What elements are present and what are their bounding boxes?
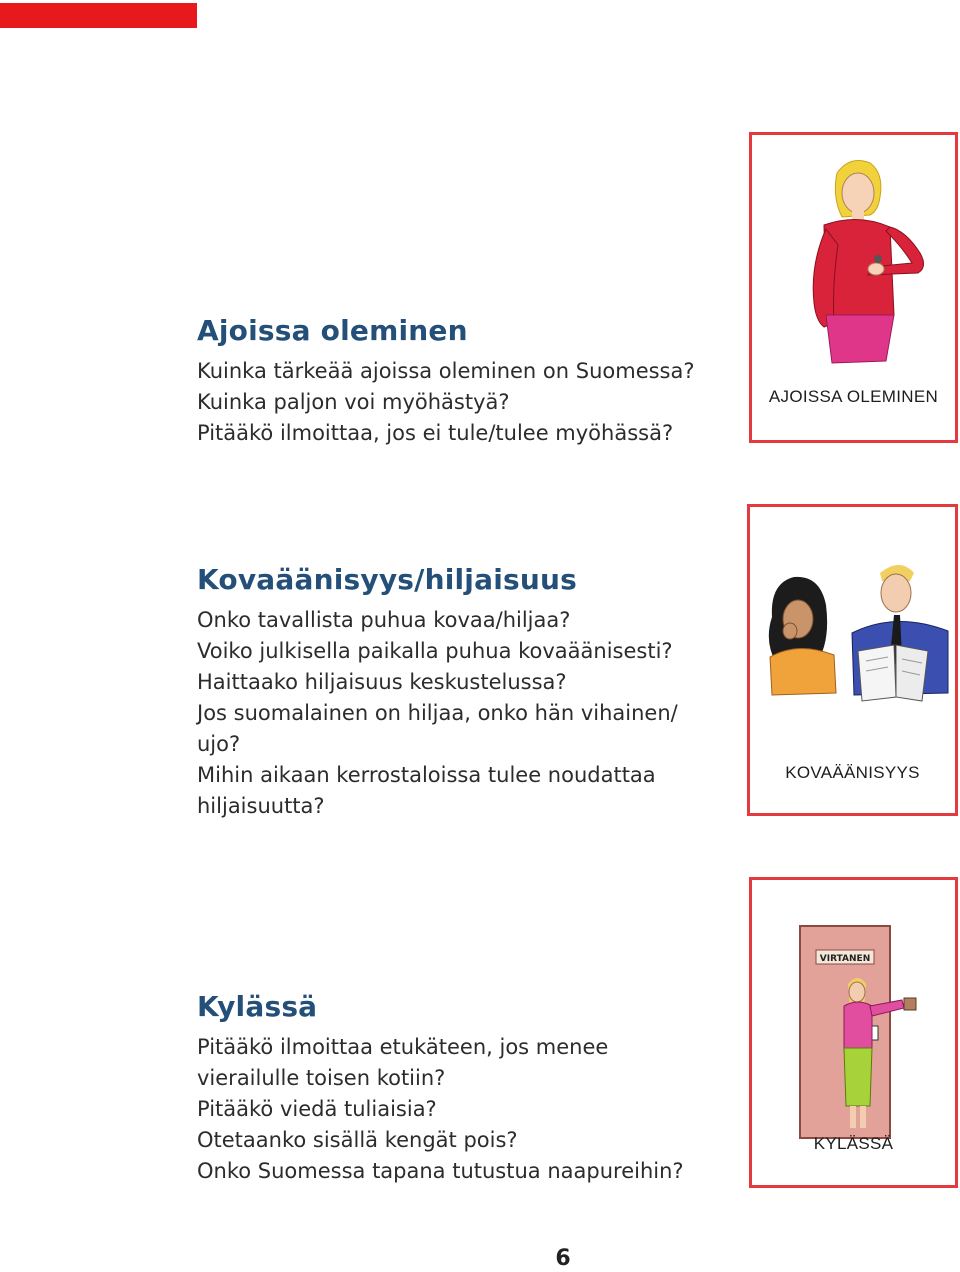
section-title: Ajoissa oleminen <box>197 314 468 347</box>
card-ajoissa-oleminen <box>749 132 958 443</box>
section-kovaanisyys <box>197 563 737 822</box>
section-line: hiljaisuutta? <box>197 794 325 818</box>
section-title: Kovaäänisyys/hiljaisuus <box>197 563 577 596</box>
card-caption: AJOISSA OLEMINEN <box>768 387 939 406</box>
section-line: Pitääkö ilmoittaa etukäteen, jos menee <box>197 1035 609 1059</box>
card-caption: KYLÄSSÄ <box>813 1134 894 1153</box>
section-line: Onko tavallista puhua kovaa/hiljaa? <box>197 608 571 632</box>
top-accent-bar <box>0 3 197 28</box>
section-line: Kuinka tärkeää ajoissa oleminen on Suomessa? <box>197 359 695 383</box>
section-line: Kuinka paljon voi myöhästyä? <box>197 390 510 414</box>
door-name-sign: VIRTANEN <box>819 954 871 964</box>
section-title: Kylässä <box>197 990 318 1023</box>
section-line: Haittaako hiljaisuus keskustelussa? <box>197 670 567 694</box>
section-line: Voiko julkisella paikalla puhua kovaäänisesti? <box>197 639 673 663</box>
section-line: Pitääkö ilmoittaa, jos ei tule/tulee myöhässä? <box>197 421 674 445</box>
section-kylassa <box>197 990 737 1187</box>
card-kylassa <box>749 877 958 1188</box>
section-ajoissa-oleminen <box>197 314 737 449</box>
section-line: Otetaanko sisällä kengät pois? <box>197 1128 518 1152</box>
section-line: Onko Suomessa tapana tutustua naapureihin? <box>197 1159 684 1183</box>
section-line: Jos suomalainen on hiljaa, onko hän vihainen/ <box>197 701 678 725</box>
section-line: Pitääkö viedä tuliaisia? <box>197 1097 437 1121</box>
page-number: 6 <box>555 1246 571 1271</box>
card-kovaanisyys <box>747 504 958 816</box>
section-line: ujo? <box>197 732 241 756</box>
section-line: vierailulle toisen kotiin? <box>197 1066 446 1090</box>
section-line: Mihin aikaan kerrostaloissa tulee noudattaa <box>197 763 656 787</box>
card-caption: KOVAÄÄNISYYS <box>785 763 920 782</box>
